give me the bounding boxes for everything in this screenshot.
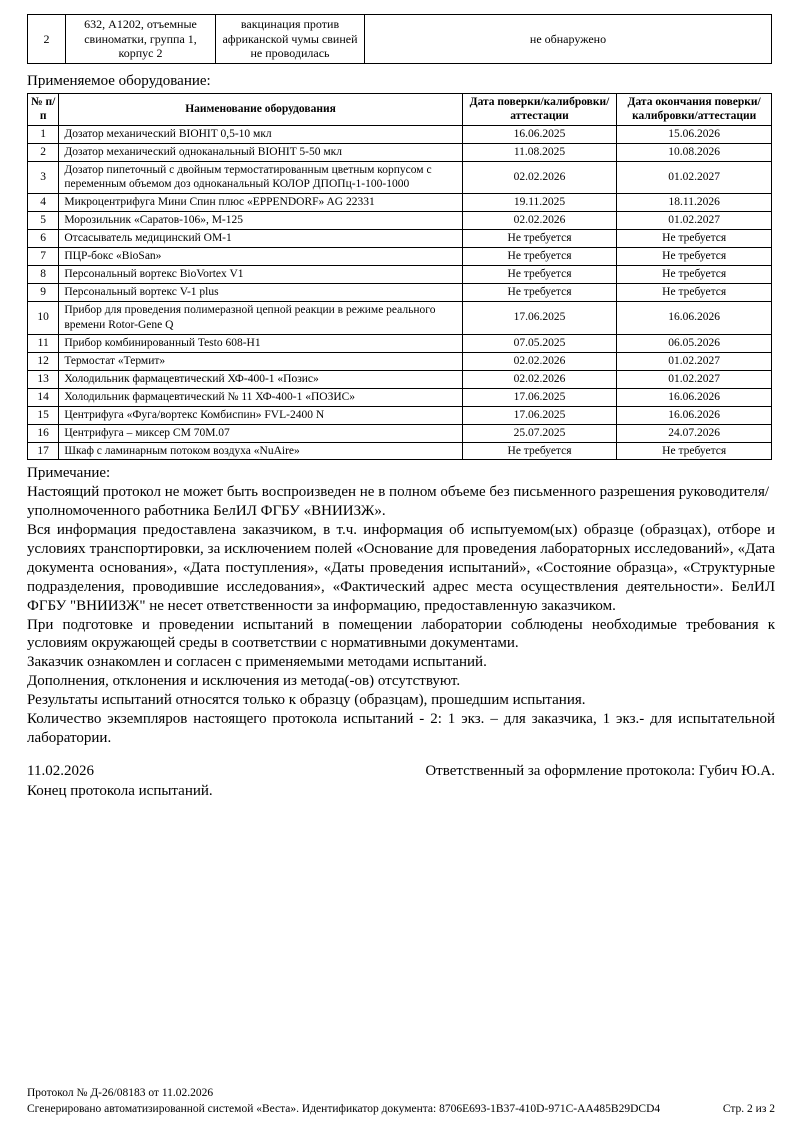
sample-row-number: 2 [28, 15, 66, 64]
equipment-row-number: 1 [28, 125, 59, 143]
equipment-name: Центрифуга «Фуга/вортекс Комбиспин» FVL-2400 N [59, 406, 462, 424]
equipment-row-number: 11 [28, 334, 59, 352]
equipment-row-number: 17 [28, 442, 59, 460]
equipment-row-number: 3 [28, 161, 59, 194]
note-paragraph: Количество экземпляров настоящего протокола испытаний - 2: 1 экз. – для заказчика, 1 экз.- для испытательной лаборатории. [27, 711, 775, 746]
equipment-verification-end-date: Не требуется [617, 266, 772, 284]
equipment-row [28, 161, 772, 194]
equipment-row [28, 370, 772, 388]
equipment-verification-date: 02.02.2026 [462, 370, 617, 388]
equipment-row-number: 5 [28, 212, 59, 230]
equipment-row-number: 8 [28, 266, 59, 284]
equipment-verification-date: 02.02.2026 [462, 161, 617, 194]
sample-vaccination-info: вакцинация против африканской чумы свиней не проводилась [216, 15, 365, 64]
equipment-verification-end-date: 01.02.2027 [617, 161, 772, 194]
equipment-row [28, 143, 772, 161]
sample-result: не обнаружено [365, 15, 772, 64]
equipment-verification-date: 17.06.2025 [462, 406, 617, 424]
equipment-row [28, 230, 772, 248]
equipment-verification-date: 19.11.2025 [462, 194, 617, 212]
equipment-row-number: 6 [28, 230, 59, 248]
end-of-protocol-line: Конец протокола испытаний. [27, 782, 213, 799]
equipment-name: Центрифуга – миксер СМ 70М.07 [59, 424, 462, 442]
equipment-column-header: Наименование оборудования [59, 93, 462, 125]
equipment-column-header: Дата поверки/калибровки/аттестации [462, 93, 617, 125]
footer-page-number: Стр. 2 из 2 [722, 1103, 775, 1116]
equipment-verification-end-date: 01.02.2027 [617, 212, 772, 230]
equipment-verification-end-date: Не требуется [617, 442, 772, 460]
page-footer [27, 1086, 775, 1116]
equipment-verification-date: Не требуется [462, 266, 617, 284]
equipment-name: Морозильник «Саратов-106», М-125 [59, 212, 462, 230]
equipment-heading: Применяемое оборудование: [27, 72, 211, 89]
equipment-row [28, 424, 772, 442]
equipment-name: Отсасыватель медицинский ОМ-1 [59, 230, 462, 248]
note-paragraph: При подготовке и проведении испытаний в помещении лаборатории соблюдены необходимые требования к условиям окружающей среды в соответствии с нормативными документами. [27, 616, 775, 652]
equipment-name: Прибор для проведения полимеразной цепной реакции в режиме реального времени Rotor-Gene Q [59, 302, 462, 335]
equipment-row [28, 352, 772, 370]
equipment-name: Дозатор механический одноканальный BIOHIT 5-50 мкл [59, 143, 462, 161]
equipment-verification-end-date: 24.07.2026 [617, 424, 772, 442]
equipment-table [27, 93, 772, 461]
equipment-row [28, 406, 772, 424]
equipment-row-number: 15 [28, 406, 59, 424]
equipment-name: Прибор комбинированный Testo 608-H1 [59, 334, 462, 352]
note-paragraph: Дополнения, отклонения и исключения из метода(-ов) отсутствуют. [27, 673, 461, 690]
equipment-name: Микроцентрифуга Мини Спин плюс «EPPENDORF» AG 22331 [59, 194, 462, 212]
equipment-row-number: 14 [28, 388, 59, 406]
equipment-row-number: 10 [28, 302, 59, 335]
equipment-row-number: 9 [28, 284, 59, 302]
footer-protocol-number: Протокол № Д-26/08183 от 11.02.2026 [27, 1087, 214, 1099]
equipment-row [28, 266, 772, 284]
equipment-row [28, 212, 772, 230]
equipment-verification-end-date: 15.06.2026 [617, 125, 772, 143]
equipment-row [28, 125, 772, 143]
equipment-row-number: 7 [28, 248, 59, 266]
equipment-name: Персональный вортекс V-1 plus [59, 284, 462, 302]
equipment-verification-date: Не требуется [462, 284, 617, 302]
equipment-verification-date: 07.05.2025 [462, 334, 617, 352]
equipment-name: Холодильник фармацевтический № 11 ХФ-400-1 «ПОЗИС» [59, 388, 462, 406]
equipment-row [28, 284, 772, 302]
equipment-verification-date: 02.02.2026 [462, 212, 617, 230]
equipment-verification-date: 25.07.2025 [462, 424, 617, 442]
equipment-name: ПЦР-бокс «BioSan» [59, 248, 462, 266]
notes-heading: Примечание: [27, 465, 111, 482]
note-paragraph: Вся информация предоставлена заказчиком, в т.ч. информация об испытуемом(ых) образце (образцах), отборе и условиях транспортировки, за исключением полей «Основание для проведения лабораторных исследований», «Дата документа основания», «Дата поступления», «Даты проведения испытаний», «Состояние образца», «Структурные подразделения, проводившие исследования», «Фактический адрес места осуществления деятельности». БелИЛ ФГБУ "ВНИИЗЖ" не несет ответственности за информацию, предоставленную заказчиком. [27, 522, 775, 614]
equipment-row-number: 2 [28, 143, 59, 161]
equipment-verification-date: Не требуется [462, 248, 617, 266]
equipment-row-number: 13 [28, 370, 59, 388]
equipment-verification-date: 17.06.2025 [462, 388, 617, 406]
equipment-verification-date: 16.06.2025 [462, 125, 617, 143]
sample-results-table [27, 14, 772, 64]
equipment-row-number: 16 [28, 424, 59, 442]
equipment-verification-end-date: 16.06.2026 [617, 406, 772, 424]
equipment-name: Шкаф с ламинарным потоком воздуха «NuAire» [59, 442, 462, 460]
note-paragraph: Заказчик ознакомлен и согласен с применяемыми методами испытаний. [27, 654, 487, 671]
equipment-verification-end-date: 16.06.2026 [617, 302, 772, 335]
equipment-verification-end-date: Не требуется [617, 248, 772, 266]
equipment-verification-end-date: 01.02.2027 [617, 370, 772, 388]
equipment-row [28, 302, 772, 335]
equipment-name: Персональный вортекс BioVortex V1 [59, 266, 462, 284]
equipment-column-header: Дата окончания поверки/калибровки/аттестации [617, 93, 772, 125]
equipment-name: Дозатор пипеточный с двойным термостатированным цветным корпусом с переменным объемом доз одноканальный КОЛОР ДПОПц-1-100-1000 [59, 161, 462, 194]
equipment-name: Термостат «Термит» [59, 352, 462, 370]
equipment-verification-end-date: 10.08.2026 [617, 143, 772, 161]
equipment-verification-date: 17.06.2025 [462, 302, 617, 335]
sample-result-row [28, 15, 772, 64]
signoff-responsible: Ответственный за оформление протокола: Губич Ю.А. [425, 762, 775, 779]
equipment-verification-end-date: 01.02.2027 [617, 352, 772, 370]
signoff-row [27, 763, 775, 780]
equipment-row [28, 194, 772, 212]
sample-description: 632, А1202, отъемные свиноматки, группа 1, корпус 2 [66, 15, 216, 64]
equipment-verification-date: 02.02.2026 [462, 352, 617, 370]
footer-generated-info: Сгенерировано автоматизированной системой «Веста». Идентификатор документа: 8706E693-1B37-410D-971C-AA485B29DCD4 [27, 1103, 661, 1116]
equipment-row [28, 388, 772, 406]
equipment-verification-date: 11.08.2025 [462, 143, 617, 161]
equipment-verification-end-date: 18.11.2026 [617, 194, 772, 212]
signoff-date: 11.02.2026 [27, 762, 94, 779]
notes-section [27, 464, 775, 747]
equipment-verification-date: Не требуется [462, 442, 617, 460]
equipment-row-number: 4 [28, 194, 59, 212]
equipment-header-row [28, 93, 772, 125]
equipment-row-number: 12 [28, 352, 59, 370]
equipment-verification-end-date: 16.06.2026 [617, 388, 772, 406]
note-paragraph: Настоящий протокол не может быть воспроизведен не в полном объеме без письменного разрешения руководителя/уполномоченного работника БелИЛ ФГБУ «ВНИИЗЖ». [27, 484, 770, 520]
equipment-name: Холодильник фармацевтический ХФ-400-1 «Позис» [59, 370, 462, 388]
equipment-row [28, 334, 772, 352]
equipment-row [28, 248, 772, 266]
equipment-verification-date: Не требуется [462, 230, 617, 248]
equipment-column-header: № п/п [28, 93, 59, 125]
equipment-verification-end-date: Не требуется [617, 230, 772, 248]
equipment-verification-end-date: Не требуется [617, 284, 772, 302]
note-paragraph: Результаты испытаний относятся только к образцу (образцам), прошедшим испытания. [27, 692, 586, 709]
equipment-row [28, 442, 772, 460]
equipment-name: Дозатор механический BIOHIT 0,5-10 мкл [59, 125, 462, 143]
equipment-verification-end-date: 06.05.2026 [617, 334, 772, 352]
